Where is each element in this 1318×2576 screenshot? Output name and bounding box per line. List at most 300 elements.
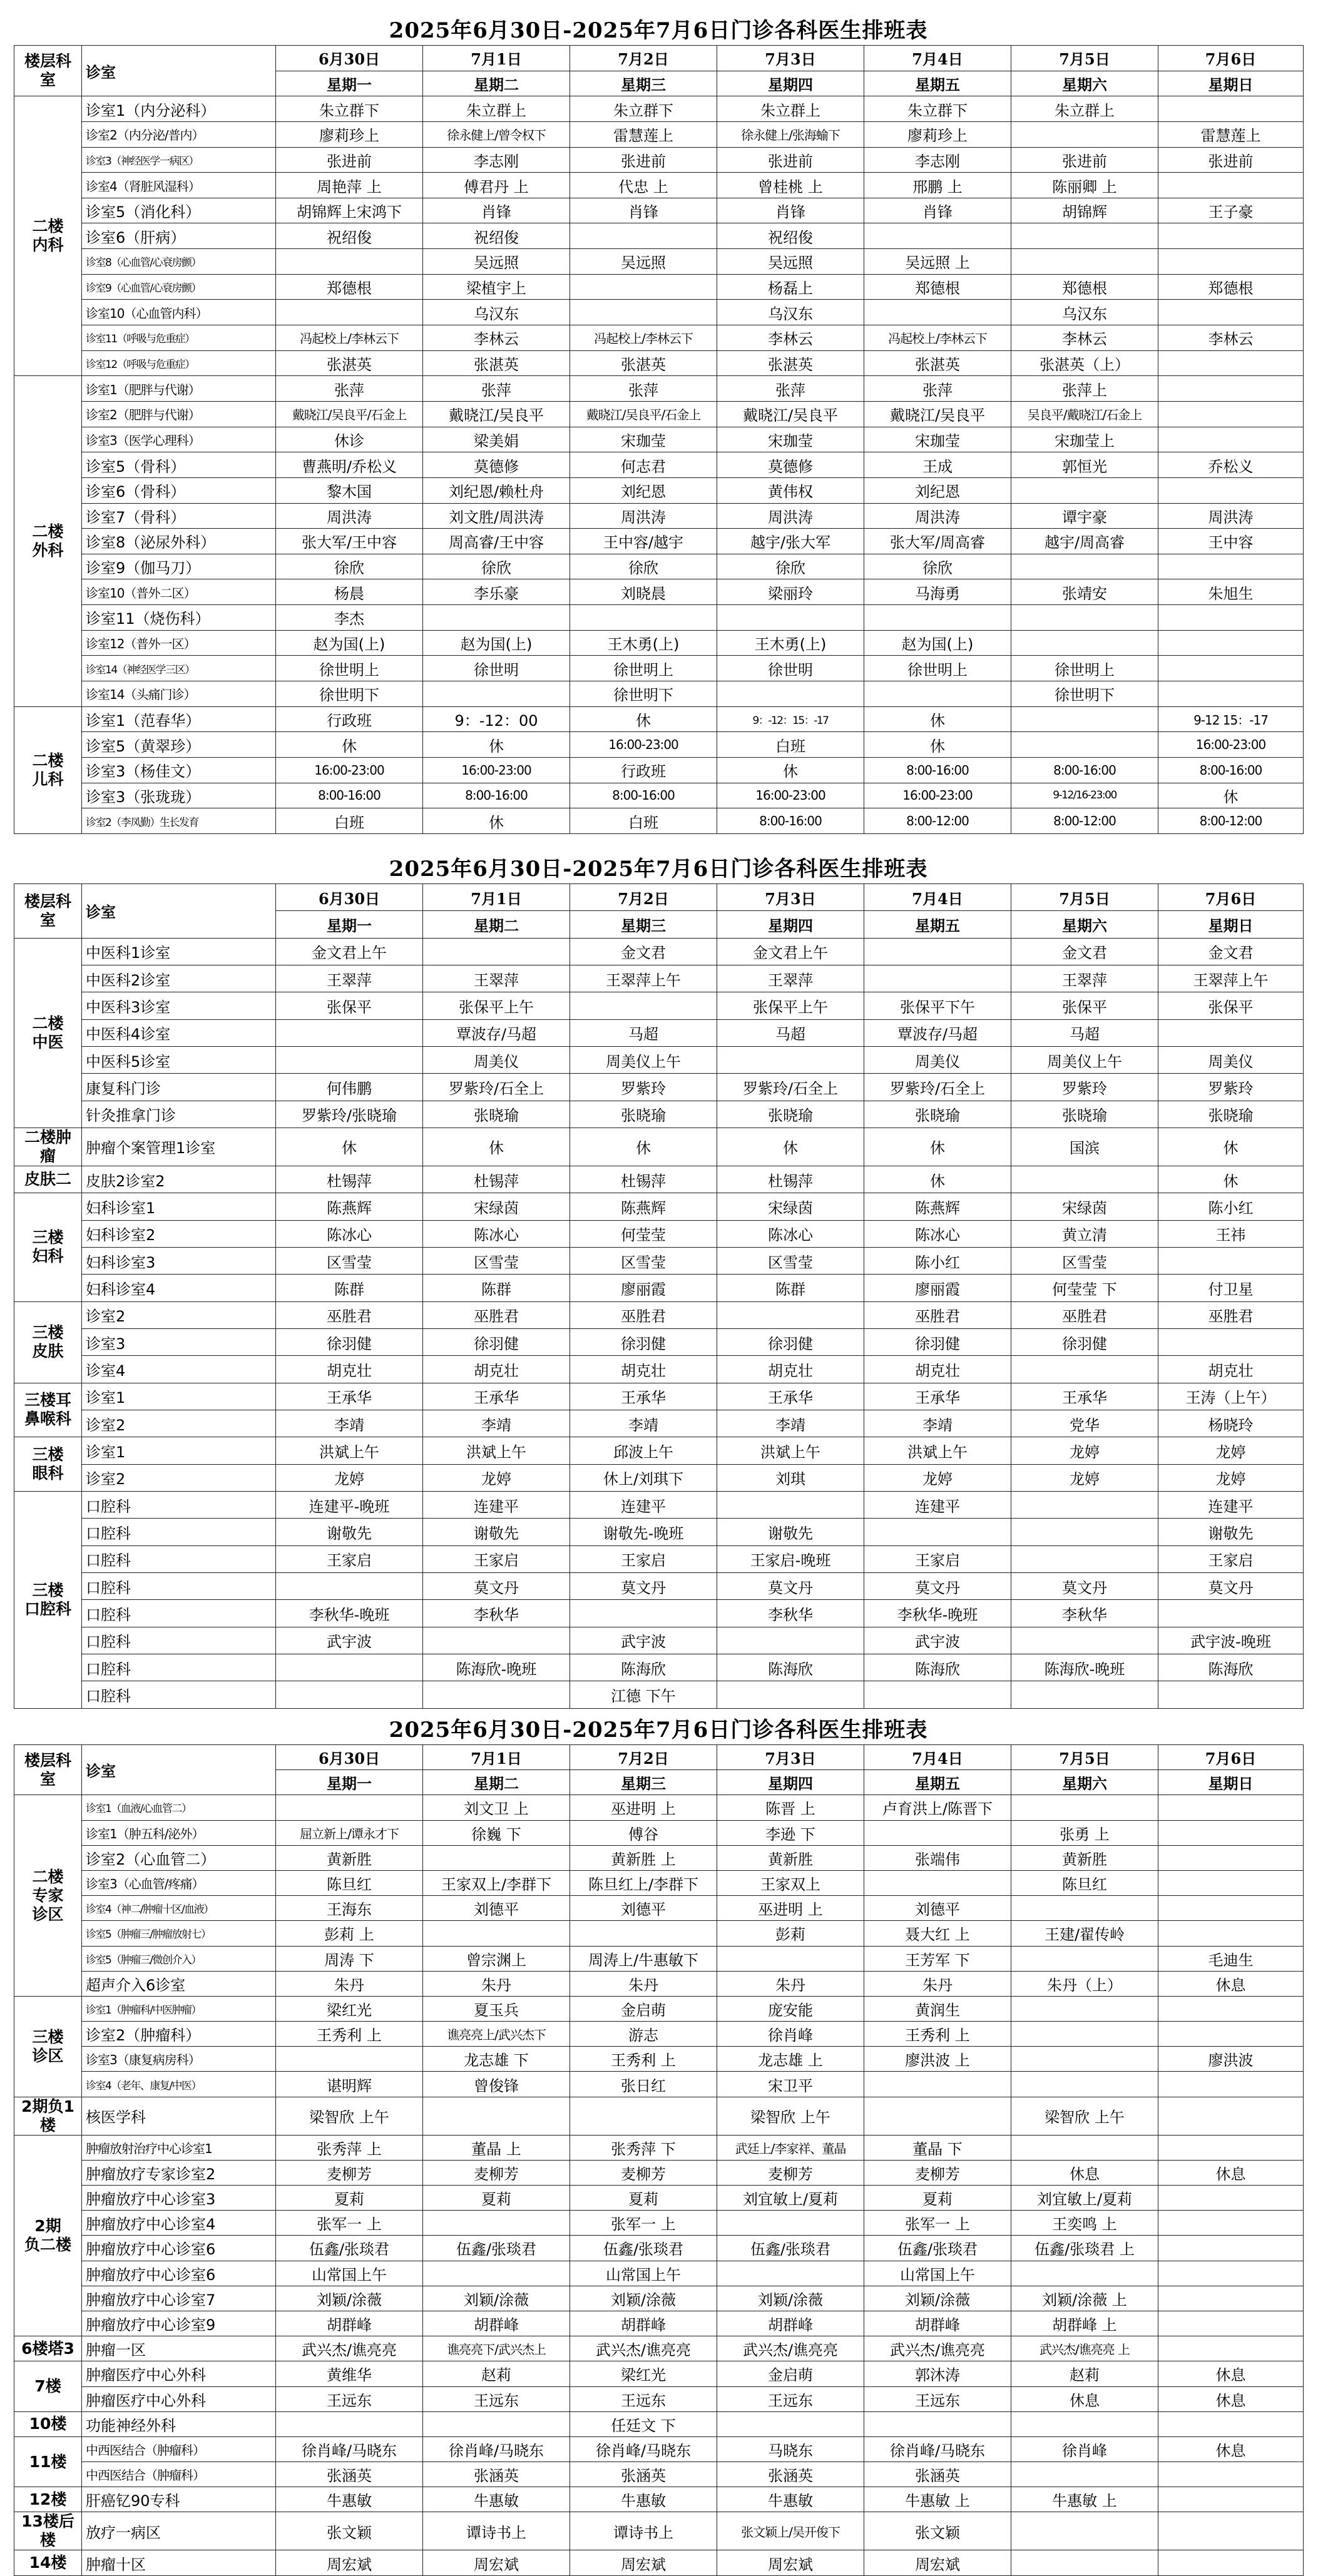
shift-cell: 陈海欣: [570, 1654, 717, 1681]
shift-cell: 李靖: [423, 1410, 570, 1437]
floor-dept-label: 2期负1楼: [14, 2097, 82, 2135]
shift-cell: [717, 2211, 864, 2236]
floor-dept-label: 二楼肿瘤: [14, 1128, 82, 1166]
shift-cell: [1158, 2311, 1304, 2336]
shift-cell: 谢敬先-晚班: [570, 1519, 717, 1545]
shift-cell: 李乐豪: [423, 579, 570, 605]
shift-cell: [1158, 96, 1304, 122]
shift-cell: 徐世明下: [570, 681, 717, 707]
room-name: 诊室3（杨佳文）: [82, 757, 276, 783]
shift-cell: 休: [864, 706, 1011, 732]
shift-cell: 武兴杰/谯亮亮: [864, 2336, 1011, 2361]
schedule-row: [14, 605, 1304, 631]
floor-dept-label: 二楼 外科: [14, 376, 82, 706]
shift-cell: [1158, 1820, 1304, 1845]
shift-cell: 周艳萍 上: [276, 173, 423, 198]
schedule-row: [14, 938, 1304, 965]
shift-cell: 洪斌上午: [717, 1437, 864, 1464]
shift-cell: 王翠萍上午: [570, 965, 717, 992]
shift-cell: [1158, 1921, 1304, 1946]
shift-cell: 李靖: [717, 1410, 864, 1437]
shift-cell: 伍鑫/张琰君: [276, 2236, 423, 2261]
shift-cell: 肖锋: [717, 198, 864, 223]
shift-cell: 连建平: [1158, 1491, 1304, 1518]
shift-cell: [864, 938, 1011, 965]
schedule-row: [14, 681, 1304, 707]
shift-cell: [717, 1946, 864, 1971]
shift-cell: 宋珈莹上: [1011, 427, 1158, 452]
shift-cell: 徐欣: [423, 554, 570, 579]
shift-cell: [1158, 630, 1304, 656]
shift-cell: [717, 605, 864, 631]
room-name: 诊室3: [82, 1328, 276, 1355]
sheet-title: 2025年6月30日-2025年7月6日门诊各科医生排班表: [389, 1718, 928, 1743]
room-name: 诊室8（泌尿外科）: [82, 529, 276, 554]
date-header: 7月2日: [570, 884, 717, 911]
shift-cell: 16:00-23:00: [717, 783, 864, 808]
shift-cell: [717, 2261, 864, 2286]
date-header: 7月6日: [1158, 1745, 1304, 1770]
shift-cell: 谌明辉: [276, 2072, 423, 2097]
date-header: 6月30日: [276, 46, 423, 71]
shift-cell: 王远东: [276, 2386, 423, 2411]
shift-cell: 张靖安: [1011, 579, 1158, 605]
shift-cell: 陈群: [423, 1275, 570, 1301]
room-name: 诊室1（肥胖与代谢）: [82, 376, 276, 402]
shift-cell: 王家启-晚班: [717, 1545, 864, 1572]
date-header: 7月3日: [717, 1745, 864, 1770]
shift-cell: 张军一 上: [570, 2211, 717, 2236]
shift-cell: 8:00-12:00: [864, 808, 1011, 834]
weekday-header: 星期五: [864, 71, 1011, 96]
shift-cell: 武宇波: [276, 1627, 423, 1654]
weekday-header: 星期一: [276, 71, 423, 96]
shift-cell: 徐欣: [570, 554, 717, 579]
room-name: 诊室1（血液/心血管二）: [82, 1795, 276, 1820]
shift-cell: 休: [864, 1166, 1011, 1193]
schedule-row: [14, 2135, 1304, 2160]
shift-cell: 张萍上: [1011, 376, 1158, 402]
shift-cell: [1011, 1491, 1158, 1518]
shift-cell: [570, 2097, 717, 2135]
shift-cell: 张晓瑜: [864, 1101, 1011, 1128]
shift-cell: 张进前: [1158, 147, 1304, 173]
shift-cell: 王涛（上午）: [1158, 1383, 1304, 1410]
shift-cell: 陈丽卿 上: [1011, 173, 1158, 198]
shift-cell: 李秋华: [1011, 1600, 1158, 1627]
shift-cell: [423, 1921, 570, 1946]
weekday-header: 星期四: [717, 1770, 864, 1795]
schedule-row: [14, 121, 1304, 147]
shift-cell: 武宇波: [570, 1627, 717, 1654]
shift-cell: 黄新胜: [717, 1845, 864, 1870]
room-name: 诊室1（肿瘤科/中医肿瘤）: [82, 1996, 276, 2021]
shift-cell: 张萍: [423, 376, 570, 402]
shift-cell: 郭沐涛: [864, 2361, 1011, 2386]
shift-cell: 张湛英: [570, 350, 717, 376]
room-name: 诊室2（心血管二）: [82, 1845, 276, 1870]
shift-cell: [423, 681, 570, 707]
shift-cell: 9-12/16-23:00: [1011, 783, 1158, 808]
shift-cell: 周洪涛: [570, 503, 717, 529]
shift-cell: [717, 1627, 864, 1654]
date-header: 7月1日: [423, 1745, 570, 1770]
schedule-row: [14, 1870, 1304, 1895]
shift-cell: 朱丹（上）: [1011, 1971, 1158, 1996]
shift-cell: [1158, 1681, 1304, 1708]
schedule-row: [14, 147, 1304, 173]
shift-cell: 黄新胜: [1011, 1845, 1158, 1870]
shift-cell: [1011, 223, 1158, 249]
shift-cell: 李志刚: [864, 147, 1011, 173]
schedule-row: [14, 2186, 1304, 2211]
shift-cell: 梁植宇上: [423, 274, 570, 300]
shift-cell: 王中容/越宇: [570, 529, 717, 554]
room-name: 诊室11（呼吸与危重症）: [82, 325, 276, 351]
shift-cell: 赵莉: [1011, 2361, 1158, 2386]
date-header: 7月2日: [570, 1745, 717, 1770]
shift-cell: 莫文丹: [423, 1572, 570, 1599]
shift-cell: [1011, 1356, 1158, 1383]
shift-cell: 王中容: [1158, 529, 1304, 554]
shift-cell: 卢育洪上/陈晋下: [864, 1795, 1011, 1820]
shift-cell: 陈群: [717, 1275, 864, 1301]
shift-cell: 张进前: [276, 147, 423, 173]
shift-cell: 罗紫玲: [1011, 1074, 1158, 1101]
header-row-dates: [14, 46, 1304, 71]
shift-cell: [1158, 1328, 1304, 1355]
shift-cell: 周涛 下: [276, 1946, 423, 1971]
schedule-row: [14, 2512, 1304, 2550]
schedule-sheet: [14, 1716, 1303, 2576]
shift-cell: 李林云: [423, 325, 570, 351]
shift-cell: 洪斌上午: [864, 1437, 1011, 1464]
room-name: 诊室3（康复病房科）: [82, 2047, 276, 2072]
shift-cell: 休息: [1158, 2386, 1304, 2411]
shift-cell: [717, 1301, 864, 1328]
shift-cell: 王子豪: [1158, 198, 1304, 223]
shift-cell: [1158, 401, 1304, 427]
shift-cell: [1158, 1870, 1304, 1895]
shift-cell: 休: [423, 1128, 570, 1166]
date-header: 7月4日: [864, 46, 1011, 71]
shift-cell: [1158, 223, 1304, 249]
shift-cell: 梁智欣 上午: [276, 2097, 423, 2135]
shift-cell: [864, 2411, 1011, 2436]
room-name: 诊室8（心血管/心衰房颤）: [82, 249, 276, 275]
schedule-row: [14, 2311, 1304, 2336]
sheet-title: 2025年6月30日-2025年7月6日门诊各科医生排班表: [389, 857, 928, 882]
room-name: 口腔科: [82, 1572, 276, 1599]
schedule-row: [14, 1301, 1304, 1328]
shift-cell: 徐肖峰/马晓东: [570, 2436, 717, 2461]
room-name: 中医科2诊室: [82, 965, 276, 992]
floor-dept-label: 7楼: [14, 2361, 82, 2411]
room-name: 诊室5（黄翠珍）: [82, 732, 276, 758]
room-name: 肿瘤放疗中心诊室4: [82, 2211, 276, 2236]
schedule-row: [14, 1519, 1304, 1545]
shift-cell: [1158, 2411, 1304, 2436]
shift-cell: 刘颖/涂薇 上: [1011, 2286, 1158, 2311]
shift-cell: [1011, 554, 1158, 579]
shift-cell: 周美仪: [864, 1046, 1011, 1073]
shift-cell: 徐欣: [276, 554, 423, 579]
schedule-row: [14, 757, 1304, 783]
shift-cell: 莫文丹: [1011, 1572, 1158, 1599]
shift-cell: [864, 300, 1011, 325]
room-name: 肿瘤放疗中心诊室6: [82, 2236, 276, 2261]
shift-cell: 刘纪恩/赖杜舟: [423, 477, 570, 503]
shift-cell: 刘颖/涂薇: [276, 2286, 423, 2311]
shift-cell: 徐肖峰/马晓东: [864, 2436, 1011, 2461]
shift-cell: 徐肖峰: [717, 2022, 864, 2047]
shift-cell: [276, 1654, 423, 1681]
shift-cell: [1011, 121, 1158, 147]
shift-cell: 周美仪上午: [570, 1046, 717, 1073]
shift-cell: 9：-12：15：-17: [717, 706, 864, 732]
schedule-row: [14, 579, 1304, 605]
shift-cell: 张萍: [864, 376, 1011, 402]
shift-cell: 莫文丹: [570, 1572, 717, 1599]
shift-cell: 胡克壮: [276, 1356, 423, 1383]
shift-cell: 肖锋: [423, 198, 570, 223]
shift-cell: 休: [423, 808, 570, 834]
room-name: 诊室12（呼吸与危重症）: [82, 350, 276, 376]
shift-cell: 张端伟: [864, 1845, 1011, 1870]
weekday-header: 星期五: [864, 911, 1011, 938]
weekday-header: 星期三: [570, 911, 717, 938]
shift-cell: 宋珈莹: [570, 427, 717, 452]
shift-cell: 李秋华: [717, 1600, 864, 1627]
shift-cell: [570, 1600, 717, 1627]
shift-cell: 王祎: [1158, 1220, 1304, 1247]
schedule-row: [14, 808, 1304, 834]
shift-cell: [276, 249, 423, 275]
room-name: 诊室4（老年、康复/中医）: [82, 2072, 276, 2097]
schedule-row: [14, 1328, 1304, 1355]
shift-cell: [1158, 2022, 1304, 2047]
schedule-row: [14, 249, 1304, 275]
shift-cell: [1011, 2135, 1158, 2160]
shift-cell: 廖洪波: [1158, 2047, 1304, 2072]
shift-cell: [1158, 1896, 1304, 1921]
shift-cell: 赵为国(上): [423, 630, 570, 656]
schedule-row: [14, 554, 1304, 579]
schedule-row: [14, 1166, 1304, 1193]
weekday-header: 星期一: [276, 1770, 423, 1795]
floor-dept-label: 12楼: [14, 2487, 82, 2512]
shift-cell: 刘纪恩: [864, 477, 1011, 503]
header-row-dates: [14, 884, 1304, 911]
shift-cell: 徐欣: [864, 554, 1011, 579]
shift-cell: [1011, 605, 1158, 631]
shift-cell: [423, 1627, 570, 1654]
schedule-row: [14, 1019, 1304, 1046]
shift-cell: 李林云: [1158, 325, 1304, 351]
shift-cell: 麦柳芳: [423, 2160, 570, 2185]
shift-cell: [1011, 630, 1158, 656]
shift-cell: 彭莉: [717, 1921, 864, 1946]
room-name: 肿瘤放疗中心诊室3: [82, 2186, 276, 2211]
shift-cell: [1158, 656, 1304, 681]
shift-cell: 覃波存/马超: [423, 1019, 570, 1046]
room-name: 诊室6（骨科）: [82, 477, 276, 503]
shift-cell: 郑德根: [1011, 274, 1158, 300]
schedule-row: [14, 656, 1304, 681]
shift-cell: 黄维华: [276, 2361, 423, 2386]
shift-cell: 王木勇(上): [570, 630, 717, 656]
date-header: 7月6日: [1158, 884, 1304, 911]
weekday-header: 星期二: [423, 911, 570, 938]
shift-cell: 连建平: [423, 1491, 570, 1518]
shift-cell: 龙婷: [1158, 1437, 1304, 1464]
shift-cell: 马超: [717, 1019, 864, 1046]
shift-cell: 休: [717, 757, 864, 783]
shift-cell: 休诊: [276, 427, 423, 452]
shift-cell: [276, 1795, 423, 1820]
shift-cell: 陈冰心: [276, 1220, 423, 1247]
shift-cell: [1158, 1795, 1304, 1820]
shift-cell: 朱立群上: [717, 96, 864, 122]
shift-cell: 朱丹: [864, 1971, 1011, 1996]
shift-cell: 吴远照: [423, 249, 570, 275]
room-name: 诊室9（伽马刀）: [82, 554, 276, 579]
date-header: 7月4日: [864, 1745, 1011, 1770]
shift-cell: 刘颖/涂薇: [423, 2286, 570, 2311]
shift-cell: 胡锦辉上宋鸿下: [276, 198, 423, 223]
schedule-row: [14, 1681, 1304, 1708]
shift-cell: 邢鹏 上: [864, 173, 1011, 198]
shift-cell: 李杰: [276, 605, 423, 631]
shift-cell: 周高睿/王中容: [423, 529, 570, 554]
shift-cell: 王翠萍上午: [1158, 965, 1304, 992]
shift-cell: 梁红光: [276, 1996, 423, 2021]
floor-dept-label: 2期 负二楼: [14, 2135, 82, 2336]
shift-cell: 刘文卫 上: [423, 1795, 570, 1820]
shift-cell: 王远东: [570, 2386, 717, 2411]
shift-cell: 徐羽健: [423, 1328, 570, 1355]
shift-cell: 陈燕辉: [570, 1193, 717, 1220]
room-name: 中医科5诊室: [82, 1046, 276, 1073]
shift-cell: 戴晓江/吴良平: [864, 401, 1011, 427]
shift-cell: 黎木国: [276, 477, 423, 503]
shift-cell: 张晓瑜: [423, 1101, 570, 1128]
room-name: 诊室1: [82, 1383, 276, 1410]
shift-cell: 黄润生: [864, 1996, 1011, 2021]
weekday-header: 星期六: [1011, 1770, 1158, 1795]
shift-cell: [864, 965, 1011, 992]
shift-cell: [864, 605, 1011, 631]
shift-cell: 戴晓江/吴良平/石金上: [570, 401, 717, 427]
weekday-header: 星期三: [570, 71, 717, 96]
room-name: 诊室3（张珑珑）: [82, 783, 276, 808]
shift-cell: 行政班: [570, 757, 717, 783]
shift-cell: 胡群峰: [864, 2311, 1011, 2336]
floor-dept-label: 三楼 口腔科: [14, 1491, 82, 1708]
shift-cell: 徐世明上: [276, 656, 423, 681]
schedule-row: [14, 503, 1304, 529]
shift-cell: [570, 1921, 717, 1946]
shift-cell: 王承华: [423, 1383, 570, 1410]
shift-cell: 巫进明 上: [570, 1795, 717, 1820]
shift-cell: 休: [570, 706, 717, 732]
shift-cell: 张萍: [717, 376, 864, 402]
shift-cell: 郭恒光: [1011, 452, 1158, 478]
shift-cell: [1158, 1600, 1304, 1627]
schedule-row: [14, 1896, 1304, 1921]
shift-cell: 肖锋: [864, 198, 1011, 223]
shift-cell: 8:00-12:00: [1011, 808, 1158, 834]
floor-dept-label: 二楼 儿科: [14, 706, 82, 833]
shift-cell: 16:00-23:00: [1158, 732, 1304, 758]
shift-cell: 乌汉东: [1011, 300, 1158, 325]
schedule-row: [14, 300, 1304, 325]
shift-cell: [1011, 2072, 1158, 2097]
shift-cell: 陈海欣: [1158, 1654, 1304, 1681]
room-name: 中医科3诊室: [82, 992, 276, 1019]
schedule-row: [14, 173, 1304, 198]
shift-cell: 张湛英: [864, 350, 1011, 376]
schedule-row: [14, 783, 1304, 808]
shift-cell: 马晓东: [717, 2436, 864, 2461]
shift-cell: 夏莉: [276, 2186, 423, 2211]
shift-cell: 伍鑫/张琰君: [423, 2236, 570, 2261]
schedule-row: [14, 2386, 1304, 2411]
schedule-row: [14, 325, 1304, 351]
room-name: 诊室2（肿瘤科）: [82, 2022, 276, 2047]
floor-dept-label: 14楼: [14, 2550, 82, 2575]
schedule-row: [14, 1946, 1304, 1971]
schedule-row: [14, 1410, 1304, 1437]
shift-cell: 李志刚: [423, 147, 570, 173]
room-name: 针灸推拿门诊: [82, 1101, 276, 1128]
shift-cell: 彭莉 上: [276, 1921, 423, 1946]
shift-cell: [1158, 2097, 1304, 2135]
shift-cell: 乌汉东: [717, 300, 864, 325]
schedule-row: [14, 2286, 1304, 2311]
schedule-row: [14, 1820, 1304, 1845]
room-name: 诊室5（消化科）: [82, 198, 276, 223]
room-name: 诊室1: [82, 1437, 276, 1464]
shift-cell: 肖锋: [570, 198, 717, 223]
schedule-row: [14, 223, 1304, 249]
room-name: 妇科诊室2: [82, 1220, 276, 1247]
room-name: 诊室12（普外一区）: [82, 630, 276, 656]
weekday-header: 星期日: [1158, 71, 1304, 96]
shift-cell: [1158, 2336, 1304, 2361]
schedule-row: [14, 2211, 1304, 2236]
schedule-row: [14, 2411, 1304, 2436]
shift-cell: 朱丹: [276, 1971, 423, 1996]
schedule-row: [14, 992, 1304, 1019]
weekday-header: 星期二: [423, 71, 570, 96]
shift-cell: 曾宗渊上: [423, 1946, 570, 1971]
shift-cell: 休上/刘琪下: [570, 1464, 717, 1491]
schedule-row: [14, 1193, 1304, 1220]
shift-cell: 何莹莹 下: [1011, 1275, 1158, 1301]
shift-cell: [276, 1572, 423, 1599]
schedule-row: [14, 732, 1304, 758]
shift-cell: 徐世明上: [1011, 656, 1158, 681]
shift-cell: 胡克壮: [864, 1356, 1011, 1383]
shift-cell: 王奕鸣 上: [1011, 2211, 1158, 2236]
shift-cell: 郑德根: [864, 274, 1011, 300]
shift-cell: [423, 1845, 570, 1870]
shift-cell: 李秋华-晚班: [276, 1600, 423, 1627]
shift-cell: [864, 1870, 1011, 1895]
shift-cell: 张保平上午: [717, 992, 864, 1019]
shift-cell: 胡克壮: [717, 1356, 864, 1383]
